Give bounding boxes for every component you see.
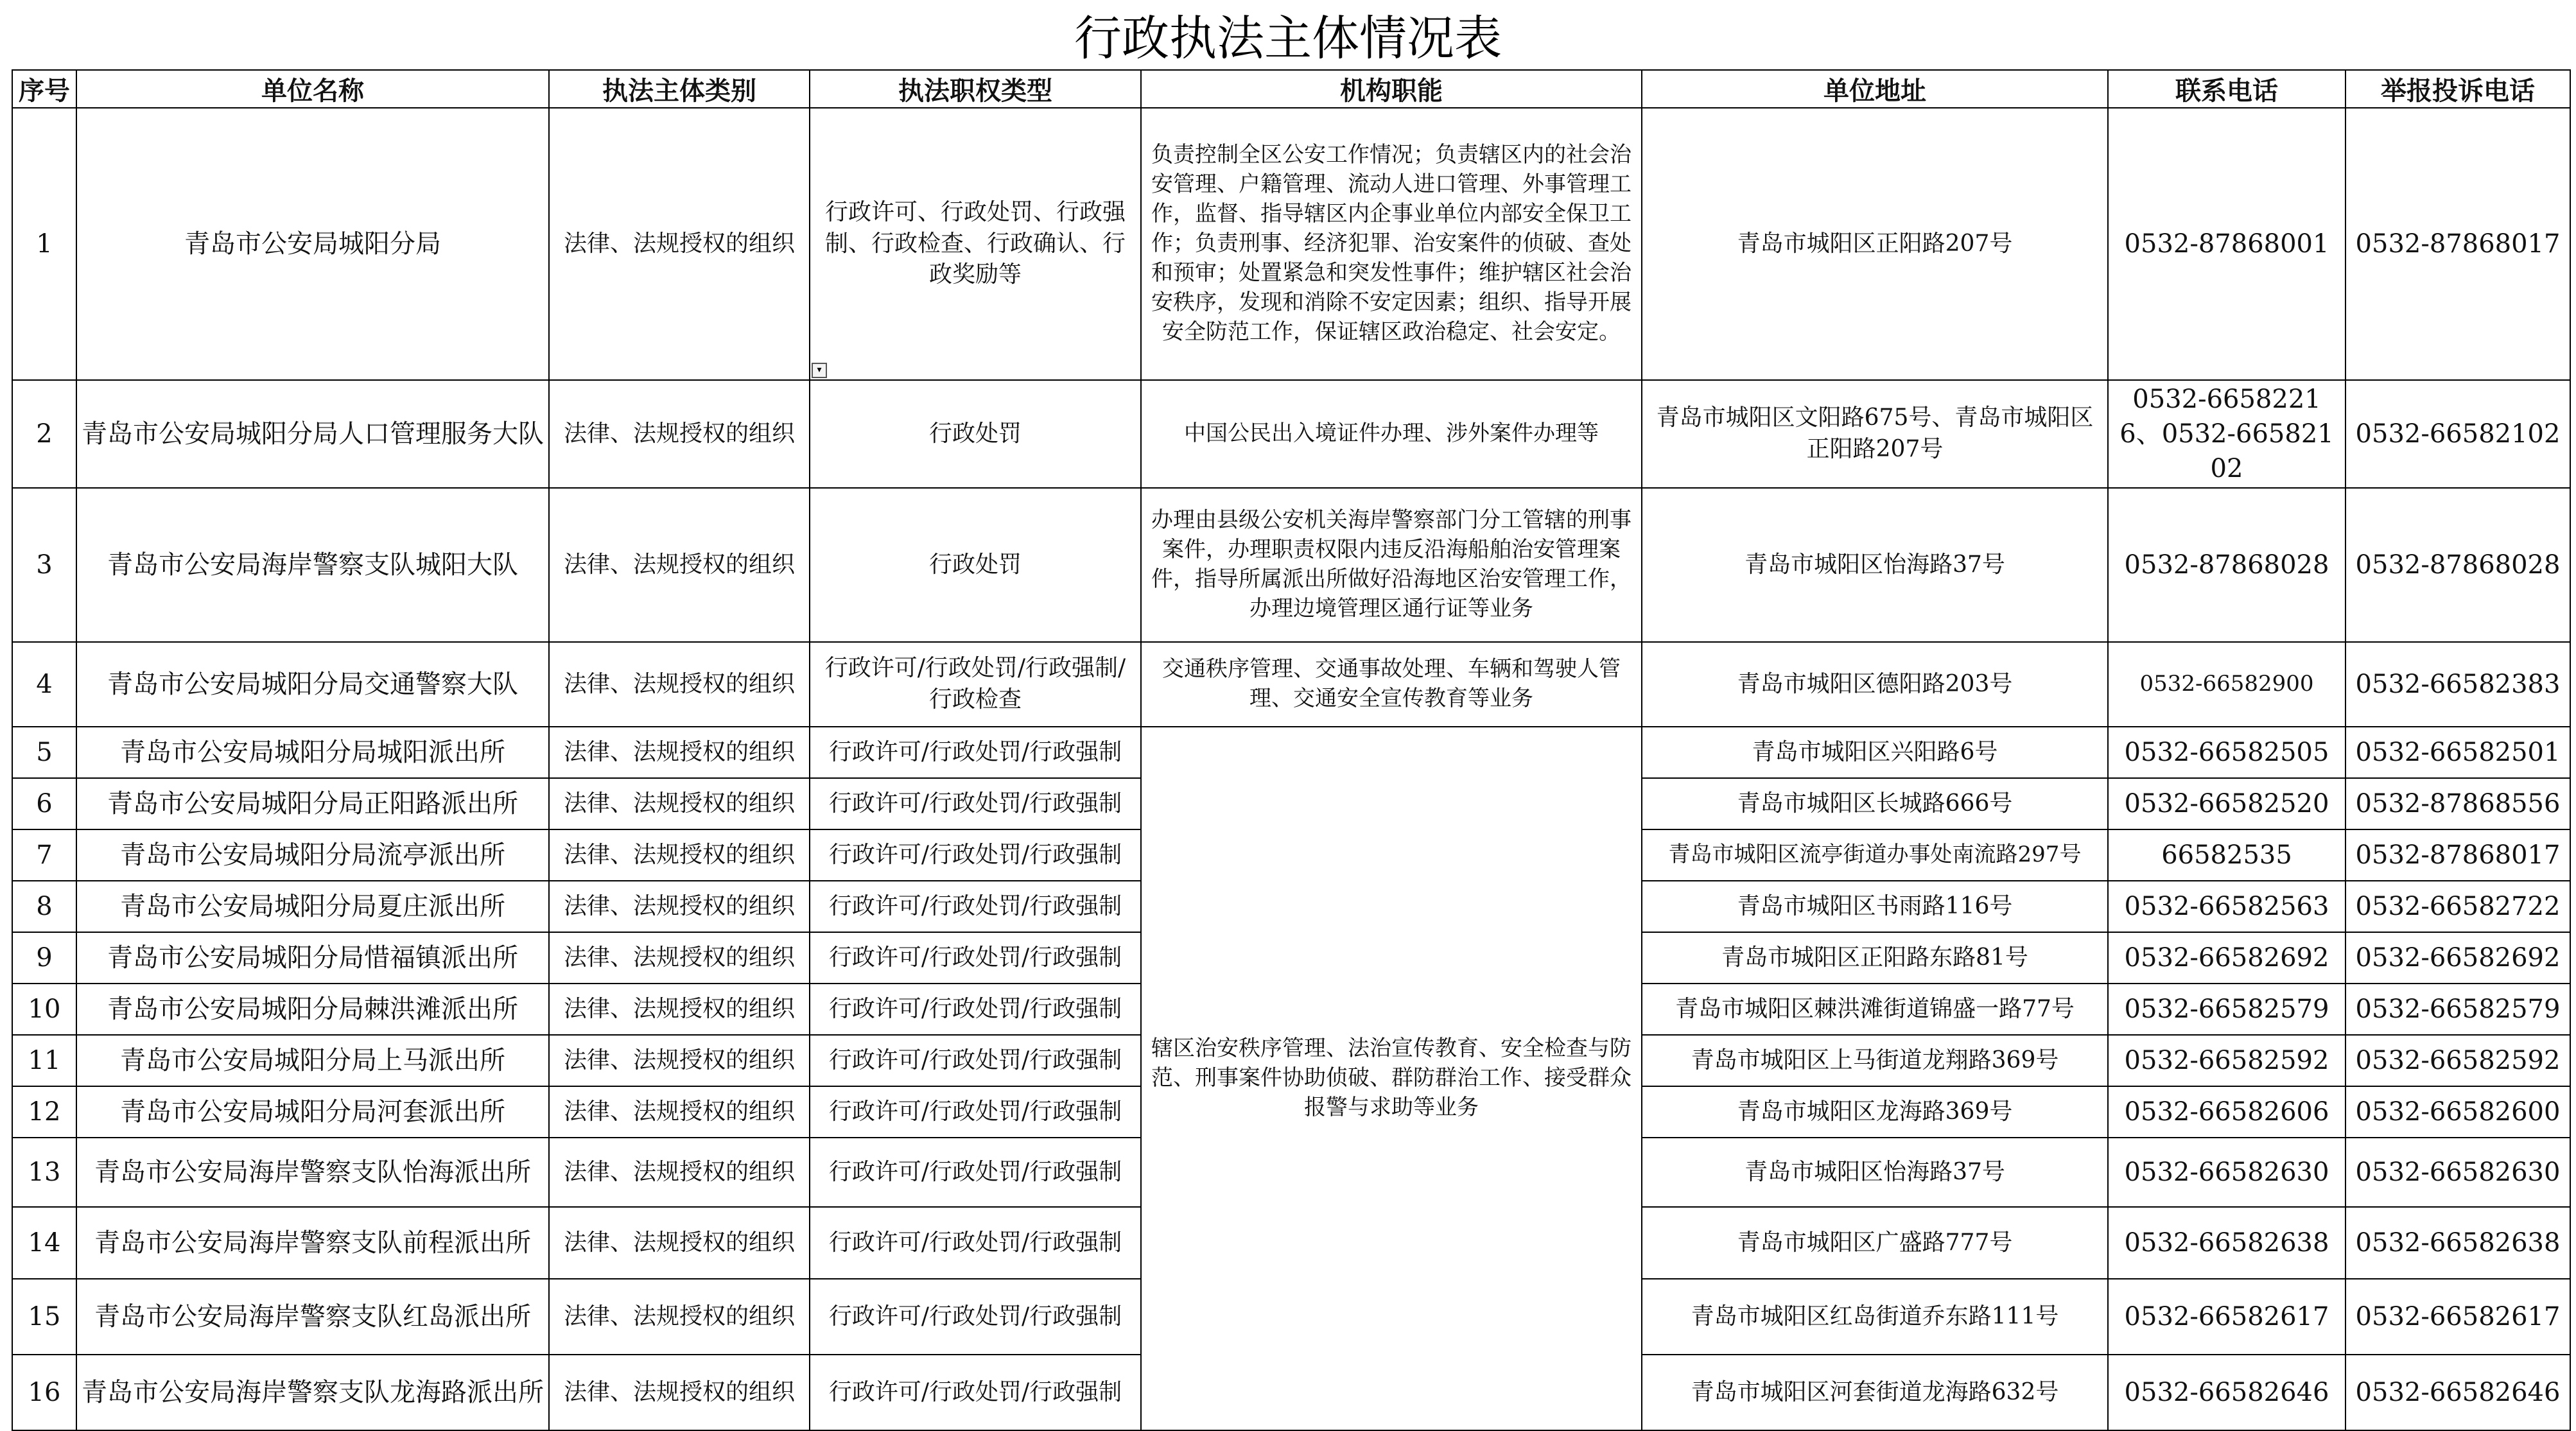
cell-category[interactable]: 法律、法规授权的组织 <box>549 932 810 984</box>
header-category[interactable]: 执法主体类别 <box>549 70 810 108</box>
header-power[interactable]: 执法职权类型 <box>810 70 1141 108</box>
cell-duty-merged[interactable]: 辖区治安秩序管理、法治宣传教育、安全检查与防范、刑事案件协助侦破、群防群治工作、接受群众报警与求助等业务 <box>1141 727 1642 1430</box>
cell-address[interactable]: 青岛市城阳区书雨路116号 <box>1642 881 2108 932</box>
cell-complaint[interactable]: 0532-87868017 <box>2345 829 2570 881</box>
cell-complaint[interactable]: 0532-66582592 <box>2345 1035 2570 1086</box>
cell-duty[interactable]: 中国公民出入境证件办理、涉外案件办理等 <box>1141 380 1642 488</box>
cell-category[interactable]: 法律、法规授权的组织 <box>549 1279 810 1355</box>
cell-phone[interactable]: 0532-66582505 <box>2108 727 2345 778</box>
cell-no[interactable]: 4 <box>12 642 76 727</box>
cell-complaint[interactable]: 0532-66582692 <box>2345 932 2570 984</box>
cell-phone[interactable]: 0532-66582630 <box>2108 1138 2345 1207</box>
cell-name[interactable]: 青岛市公安局海岸警察支队城阳大队 <box>76 488 549 642</box>
cell-name[interactable]: 青岛市公安局城阳分局正阳路派出所 <box>76 778 549 829</box>
cell-complaint[interactable]: 0532-66582617 <box>2345 1279 2570 1355</box>
cell-complaint[interactable]: 0532-66582722 <box>2345 881 2570 932</box>
cell-name[interactable]: 青岛市公安局城阳分局流亭派出所 <box>76 829 549 881</box>
cell-name[interactable]: 青岛市公安局海岸警察支队红岛派出所 <box>76 1279 549 1355</box>
cell-category[interactable]: 法律、法规授权的组织 <box>549 380 810 488</box>
cell-address[interactable]: 青岛市城阳区龙海路369号 <box>1642 1086 2108 1138</box>
cell-category[interactable]: 法律、法规授权的组织 <box>549 881 810 932</box>
cell-power[interactable]: 行政许可/行政处罚/行政强制 <box>810 727 1141 778</box>
cell-power[interactable]: 行政许可/行政处罚/行政强制/行政检查 <box>810 642 1141 727</box>
cell-phone[interactable]: 0532-66582692 <box>2108 932 2345 984</box>
cell-name[interactable]: 青岛市公安局城阳分局棘洪滩派出所 <box>76 984 549 1035</box>
cell-name[interactable]: 青岛市公安局城阳分局 <box>76 108 549 380</box>
header-complaint[interactable]: 举报投诉电话 <box>2345 70 2570 108</box>
cell-complaint[interactable]: 0532-66582638 <box>2345 1207 2570 1279</box>
cell-no[interactable]: 15 <box>12 1279 76 1355</box>
cell-power-text: 行政许可、行政处罚、行政强制、行政检查、行政确认、行政奖励等 <box>824 199 1126 288</box>
cell-phone[interactable]: 66582535 <box>2108 829 2345 881</box>
cell-address[interactable]: 青岛市城阳区棘洪滩街道锦盛一路77号 <box>1642 984 2108 1035</box>
cell-complaint[interactable]: 0532-66582501 <box>2345 727 2570 778</box>
cell-power[interactable]: 行政许可/行政处罚/行政强制 <box>810 1355 1141 1430</box>
cell-name[interactable]: 青岛市公安局海岸警察支队怡海派出所 <box>76 1138 549 1207</box>
cell-category[interactable]: 法律、法规授权的组织 <box>549 1086 810 1138</box>
cell-power[interactable] <box>810 108 1141 380</box>
cell-power[interactable]: 行政许可/行政处罚/行政强制 <box>810 1035 1141 1086</box>
cell-category[interactable]: 法律、法规授权的组织 <box>549 1035 810 1086</box>
cell-category[interactable]: 法律、法规授权的组织 <box>549 1355 810 1430</box>
cell-power[interactable]: 行政许可/行政处罚/行政强制 <box>810 1279 1141 1355</box>
table-row <box>12 380 2570 488</box>
header-row <box>12 70 2570 108</box>
cell-power[interactable]: 行政处罚 <box>810 380 1141 488</box>
cell-category[interactable]: 法律、法规授权的组织 <box>549 727 810 778</box>
header-no[interactable]: 序号 <box>12 70 76 108</box>
cell-power[interactable]: 行政许可/行政处罚/行政强制 <box>810 984 1141 1035</box>
cell-duty[interactable]: 负责控制全区公安工作情况；负责辖区内的社会治安管理、户籍管理、流动人进口管理、外事管理工作，监督、指导辖区内企事业单位内部安全保卫工作；负责刑事、经济犯罪、治安案件的侦破、查处和预审；处置紧急和突发性事件；维护辖区社会治安秩序，发现和消除不安定因素；组织、指导开展安全防范工作，保证辖区政治稳定、社会安定。 <box>1141 108 1642 380</box>
cell-phone[interactable]: 0532-66582592 <box>2108 1035 2345 1086</box>
cell-name[interactable]: 青岛市公安局海岸警察支队龙海路派出所 <box>76 1355 549 1430</box>
cell-address[interactable]: 青岛市城阳区长城路666号 <box>1642 778 2108 829</box>
cell-no[interactable]: 5 <box>12 727 76 778</box>
enforcement-table <box>12 69 2571 1431</box>
cell-name[interactable]: 青岛市公安局城阳分局人口管理服务大队 <box>76 380 549 488</box>
cell-address[interactable]: 青岛市城阳区正阳路东路81号 <box>1642 932 2108 984</box>
cell-name[interactable]: 青岛市公安局城阳分局上马派出所 <box>76 1035 549 1086</box>
cell-duty[interactable]: 办理由县级公安机关海岸警察部门分工管辖的刑事案件，办理职责权限内违反沿海船舶治安管理案件，指导所属派出所做好沿海地区治安管理工作，办理边境管理区通行证等业务 <box>1141 488 1642 642</box>
cell-name[interactable]: 青岛市公安局城阳分局城阳派出所 <box>76 727 549 778</box>
cell-address[interactable]: 青岛市城阳区广盛路777号 <box>1642 1207 2108 1279</box>
page-title: 行政执法主体情况表 <box>1074 11 1502 66</box>
cell-category[interactable]: 法律、法规授权的组织 <box>549 984 810 1035</box>
cell-phone[interactable]: 0532-66582646 <box>2108 1355 2345 1430</box>
cell-address[interactable]: 青岛市城阳区怡海路37号 <box>1642 488 2108 642</box>
cell-phone[interactable]: 0532-66582563 <box>2108 881 2345 932</box>
cell-no[interactable]: 11 <box>12 1035 76 1086</box>
cell-name[interactable]: 青岛市公安局海岸警察支队前程派出所 <box>76 1207 549 1279</box>
cell-category[interactable]: 法律、法规授权的组织 <box>549 108 810 380</box>
cell-phone[interactable]: 0532-66582638 <box>2108 1207 2345 1279</box>
table-row <box>12 727 2570 778</box>
cell-address[interactable]: 青岛市城阳区河套街道龙海路632号 <box>1642 1355 2108 1430</box>
cell-phone[interactable]: 0532-87868028 <box>2108 488 2345 642</box>
cell-no[interactable]: 6 <box>12 778 76 829</box>
header-name[interactable]: 单位名称 <box>76 70 549 108</box>
cell-category[interactable]: 法律、法规授权的组织 <box>549 1138 810 1207</box>
cell-no[interactable]: 2 <box>12 380 76 488</box>
header-address[interactable]: 单位地址 <box>1642 70 2108 108</box>
cell-complaint[interactable]: 0532-66582630 <box>2345 1138 2570 1207</box>
cell-no[interactable]: 13 <box>12 1138 76 1207</box>
cell-no[interactable]: 1 <box>12 108 76 380</box>
table-row <box>12 488 2570 642</box>
cell-phone[interactable]: 0532-66582520 <box>2108 778 2345 829</box>
cell-complaint[interactable]: 0532-87868028 <box>2345 488 2570 642</box>
cell-phone[interactable]: 0532-66582900 <box>2108 642 2345 727</box>
dropdown-arrow-icon[interactable]: ▾ <box>812 363 827 378</box>
cell-address[interactable]: 青岛市城阳区红岛街道乔东路111号 <box>1642 1279 2108 1355</box>
cell-address[interactable]: 青岛市城阳区正阳路207号 <box>1642 108 2108 380</box>
cell-power[interactable]: 行政许可/行政处罚/行政强制 <box>810 1207 1141 1279</box>
cell-power[interactable]: 行政处罚 <box>810 488 1141 642</box>
cell-category[interactable]: 法律、法规授权的组织 <box>549 778 810 829</box>
cell-category[interactable]: 法律、法规授权的组织 <box>549 488 810 642</box>
cell-address[interactable]: 青岛市城阳区德阳路203号 <box>1642 642 2108 727</box>
cell-complaint[interactable]: 0532-66582646 <box>2345 1355 2570 1430</box>
cell-address[interactable]: 青岛市城阳区文阳路675号、青岛市城阳区正阳路207号 <box>1642 380 2108 488</box>
cell-no[interactable]: 14 <box>12 1207 76 1279</box>
cell-no[interactable]: 16 <box>12 1355 76 1430</box>
cell-complaint[interactable]: 0532-66582383 <box>2345 642 2570 727</box>
table-row <box>12 642 2570 727</box>
cell-address[interactable]: 青岛市城阳区上马街道龙翔路369号 <box>1642 1035 2108 1086</box>
header-duty[interactable]: 机构职能 <box>1141 70 1642 108</box>
cell-complaint[interactable]: 0532-66582579 <box>2345 984 2570 1035</box>
cell-category[interactable]: 法律、法规授权的组织 <box>549 829 810 881</box>
cell-category[interactable]: 法律、法规授权的组织 <box>549 642 810 727</box>
cell-phone[interactable]: 0532-66582617 <box>2108 1279 2345 1355</box>
cell-power[interactable]: 行政许可/行政处罚/行政强制 <box>810 932 1141 984</box>
table-row <box>12 108 2570 380</box>
cell-power[interactable]: 行政许可/行政处罚/行政强制 <box>810 829 1141 881</box>
cell-no[interactable]: 8 <box>12 881 76 932</box>
cell-phone[interactable]: 0532-66582579 <box>2108 984 2345 1035</box>
cell-no[interactable]: 7 <box>12 829 76 881</box>
cell-category[interactable]: 法律、法规授权的组织 <box>549 1207 810 1279</box>
cell-phone[interactable]: 0532-66582606 <box>2108 1086 2345 1138</box>
cell-name[interactable]: 青岛市公安局城阳分局惜福镇派出所 <box>76 932 549 984</box>
cell-complaint[interactable]: 0532-66582102 <box>2345 380 2570 488</box>
cell-power[interactable]: 行政许可/行政处罚/行政强制 <box>810 1086 1141 1138</box>
cell-power[interactable]: 行政许可/行政处罚/行政强制 <box>810 778 1141 829</box>
cell-power[interactable]: 行政许可/行政处罚/行政强制 <box>810 881 1141 932</box>
cell-no[interactable]: 9 <box>12 932 76 984</box>
cell-duty[interactable]: 交通秩序管理、交通事故处理、车辆和驾驶人管理、交通安全宣传教育等业务 <box>1141 642 1642 727</box>
header-phone[interactable]: 联系电话 <box>2108 70 2345 108</box>
cell-name[interactable]: 青岛市公安局城阳分局夏庄派出所 <box>76 881 549 932</box>
cell-complaint[interactable]: 0532-87868556 <box>2345 778 2570 829</box>
cell-power[interactable]: 行政许可/行政处罚/行政强制 <box>810 1138 1141 1207</box>
cell-name[interactable]: 青岛市公安局城阳分局河套派出所 <box>76 1086 549 1138</box>
cell-phone[interactable]: 0532-87868001 <box>2108 108 2345 380</box>
cell-complaint[interactable]: 0532-87868017 <box>2345 108 2570 380</box>
cell-no[interactable]: 12 <box>12 1086 76 1138</box>
cell-address[interactable]: 青岛市城阳区兴阳路6号 <box>1642 727 2108 778</box>
cell-address[interactable]: 青岛市城阳区怡海路37号 <box>1642 1138 2108 1207</box>
cell-phone[interactable]: 0532-66582216、0532-66582102 <box>2108 380 2345 488</box>
cell-complaint[interactable]: 0532-66582600 <box>2345 1086 2570 1138</box>
cell-no[interactable]: 3 <box>12 488 76 642</box>
cell-name[interactable]: 青岛市公安局城阳分局交通警察大队 <box>76 642 549 727</box>
cell-address[interactable]: 青岛市城阳区流亭街道办事处南流路297号 <box>1642 829 2108 881</box>
cell-no[interactable]: 10 <box>12 984 76 1035</box>
